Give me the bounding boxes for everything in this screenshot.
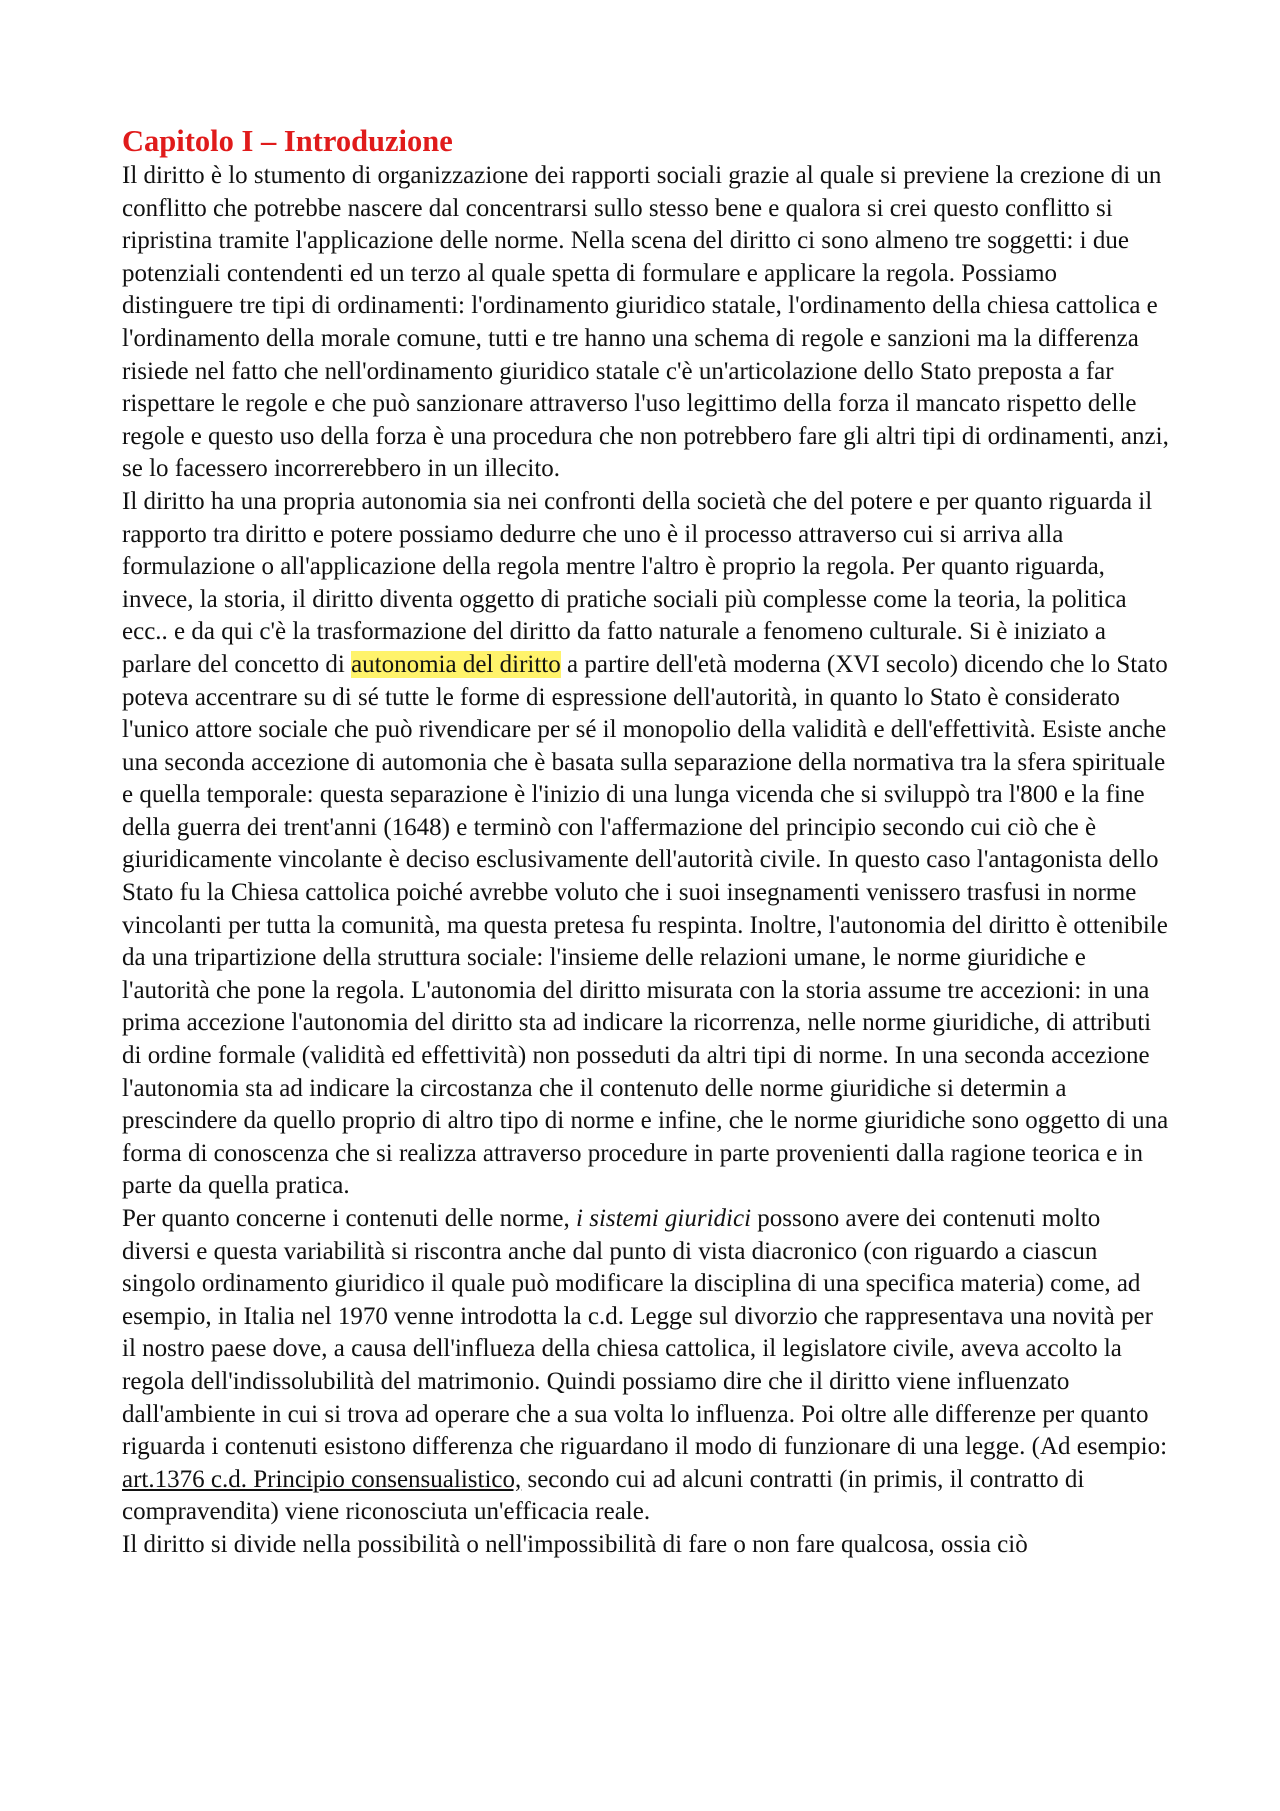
paragraph-2 bbox=[122, 486, 1172, 1203]
document-page bbox=[122, 122, 1172, 1562]
underlined-reference: art.1376 c.d. Principio consensualistico, bbox=[122, 1465, 522, 1493]
chapter-title: Capitolo I – Introduzione bbox=[122, 124, 453, 158]
paragraph-4: Il diritto si divide nella possibilità o nell'impossibilità di fare o non fare qualcosa, ossia ciò bbox=[122, 1530, 1028, 1558]
paragraph-3 bbox=[122, 1203, 1172, 1529]
paragraph-2-text-end: a partire dell'età moderna (XVI secolo) dicendo che lo Stato poteva accentrare su di sé tutte le forme di espressione dell'autorità, in quanto lo Stato è considerato l'unico attore sociale che può rivendicare per sé il monopolio della validità e dell'effettività. Esiste anche una seconda accezione di automonia che è basata sulla separazione della normativa tra la sfera spirituale e quella temporale: questa separazione è l'inizio di una lunga vicenda che si sviluppò tra l'800 e la fine della guerra dei trent'anni (1648) e terminò con l'affermazione del principio secondo cui ciò che è giuridicamente vincolante è deciso esclusivamente dell'autorità civile. In questo caso l'antagonista dello Stato fu la Chiesa cattolica poiché avrebbe voluto che i suoi insegnamenti venissero trasfusi in norme vincolanti per tutta la comunità, ma questa pretesa fu respinta. Inoltre, l'autonomia del diritto è ottenibile da una tripartizione della struttura sociale: l'insieme delle relazioni umane, le norme giuridiche e l'autorità che pone la regola. L'autonomia del diritto misurata con la storia assume tre accezioni: in una prima accezione l'autonomia del diritto sta ad indicare la ricorrenza, nelle norme giuridiche, di attributi di ordine formale (validità ed effettività) non posseduti da altri tipi di norme. In una seconda accezione l'autonomia sta ad indicare la circostanza che il contenuto delle norme giuridiche si determin a prescindere da quello proprio di altro tipo di norme e infine, che le norme giuridiche sono oggetto di una forma di conoscenza che si realizza attraverso procedure in parte provenienti dalla ragione teorica e in parte da quella pratica. bbox=[122, 650, 1169, 1200]
paragraph-3-text-start: Per quanto concerne i contenuti delle norme, bbox=[122, 1205, 577, 1232]
italic-term: i sistemi giuridici bbox=[576, 1205, 752, 1232]
paragraph-2-text-start: Il diritto ha una propria autonomia sia nei confronti della società che del potere e per quanto riguarda il rapporto tra diritto e potere possiamo dedurre che uno è il processo attraverso cui si arriva alla formulazione o all'applicazione della regola mentre l'altro è proprio la regola. Per quanto riguarda, invece, la storia, il diritto diventa oggetto di pratiche sociali più complesse come la teoria, la politica ecc.. e da qui c'è la trasformazione del diritto da fatto naturale a fenomeno culturale. Si è iniziato a parlare del concetto di bbox=[122, 487, 1153, 678]
paragraph-3-text-end: secondo cui ad alcuni contratti (in primis, il contratto di compravendita) viene riconosciuta un'efficacia reale. bbox=[122, 1465, 1085, 1526]
highlighted-text: autonomia del diritto bbox=[351, 650, 561, 678]
paragraph-3-text-middle: possono avere dei contenuti molto diversi e questa variabilità si riscontra anche dal punto di vista diacronico (con riguardo a ciascun singolo ordinamento giuridico il quale può modificare la disciplina di una specifica materia) come, ad esempio, in Italia nel 1970 venne introdotta la c.d. Legge sul divorzio che rappresentava una novità per il nostro paese dove, a causa dell'influeza della chiesa cattolica, il legislatore civile, aveva accolto la regola dell'indissolubilità del matrimonio. Quindi possiamo dire che il diritto viene influenzato dall'ambiente in cui si trova ad operare che a sua volta lo influenza. Poi oltre alle differenze per quanto riguarda i contenuti esistono differenza che riguardano il modo di funzionare di una legge. (Ad esempio: bbox=[122, 1205, 1168, 1461]
paragraph-1: Il diritto è lo stumento di organizzazione dei rapporti sociali grazie al quale si previene la crezione di un conflitto che potrebbe nascere dal concentrarsi sullo stesso bene e qualora si crei questo conflitto si ripristina tramite l'applicazione delle norme. Nella scena del diritto ci sono almeno tre soggetti: i due potenziali contendenti ed un terzo al quale spetta di formulare e applicare la regola. Possiamo distinguere tre tipi di ordinamenti: l'ordinamento giuridico statale, l'ordinamento della chiesa cattolica e l'ordinamento della morale comune, tutti e tre hanno una schema di regole e sanzioni ma la differenza risiede nel fatto che nell'ordinamento giuridico statale c'è un'articolazione dello Stato preposta a far rispettare le regole e che può sanzionare attraverso l'uso legittimo della forza il mancato rispetto delle regole e questo uso della forza è una procedura che non potrebbero fare gli altri tipi di ordinamenti, anzi, se lo facessero incorrerebbero in un illecito. bbox=[122, 162, 1169, 483]
